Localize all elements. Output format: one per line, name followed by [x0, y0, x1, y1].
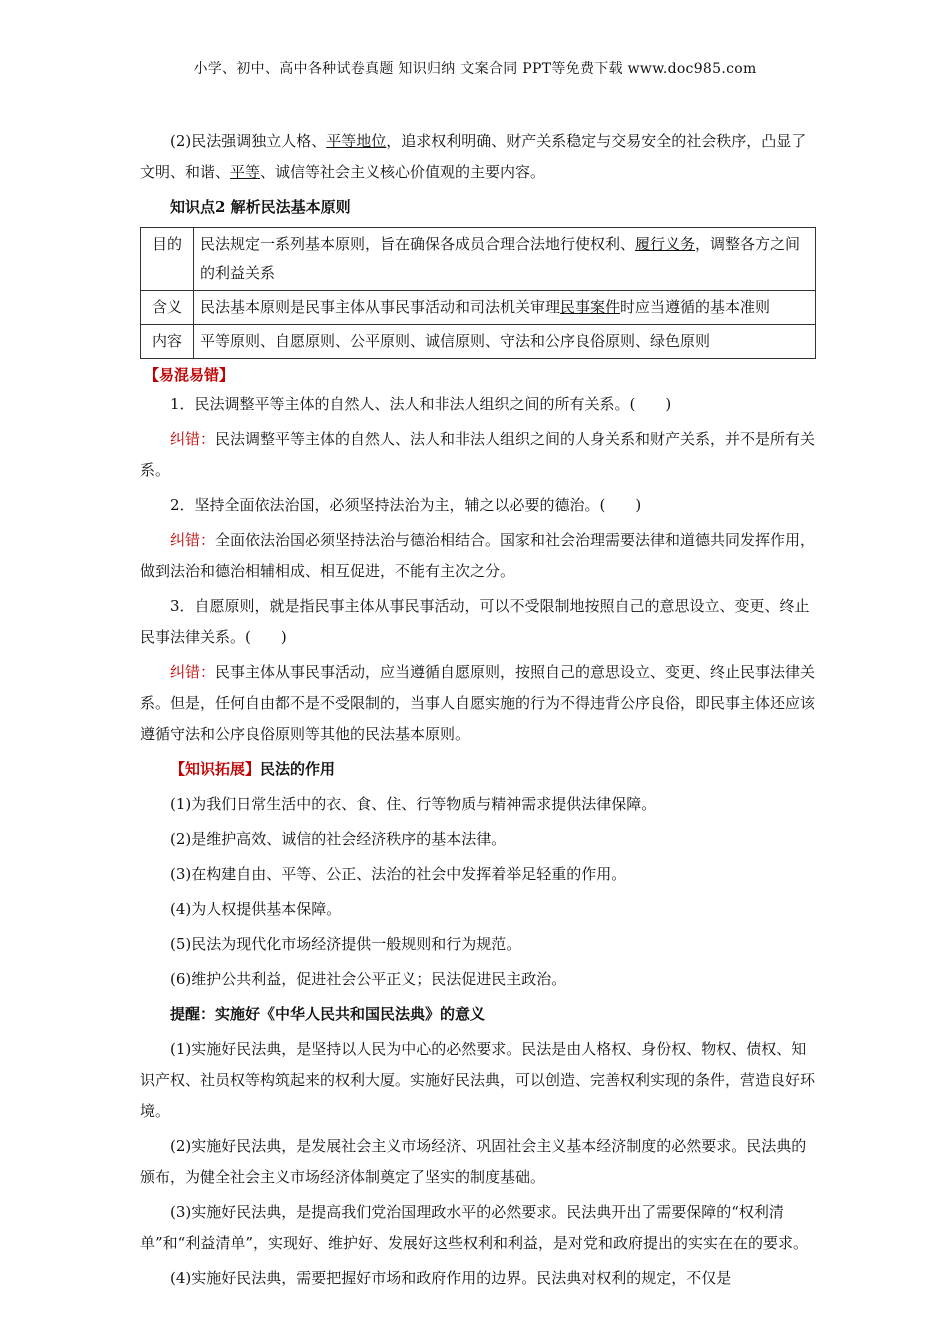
question-1: 1．民法调整平等主体的自然人、法人和非法人组织之间的所有关系。( ) [170, 395, 672, 413]
text: 民法规定一系列基本原则，旨在确保各成员合理合法地行使权利、 [200, 235, 636, 253]
row-label: 目的 [141, 228, 194, 291]
table-row [141, 325, 816, 359]
confusion-title: 【易混易错】 [144, 366, 235, 384]
knowledge-point-2-title: 知识点2 解析民法基本原则 [170, 198, 351, 216]
text: ，追求权利明确、财产关系稳定与交易安全的社会秩序，凸显了文明、和谐、 [140, 132, 807, 181]
correction-2 [140, 525, 816, 587]
text: (2)民法强调独立人格、 [170, 132, 327, 150]
correction-1 [140, 424, 816, 486]
row-content [194, 228, 816, 291]
knowledge-expand-title [140, 754, 816, 785]
underlined-term: 平等地位 [326, 132, 387, 150]
row-label: 含义 [141, 291, 194, 325]
expand-item-5: (5)民法为现代化市场经济提供一般规则和行为规范。 [170, 935, 522, 953]
principles-table [140, 227, 816, 359]
reminder-item-1: (1)实施好民法典，是坚持以人民为中心的必然要求。民法是由人格权、身份权、物权、债权、知识产权、社员权等构筑起来的权利大厦。实施好民法典，可以创造、完善权利实现的条件，营造良好环境。 [140, 1040, 816, 1120]
expand-bracket-label: 【知识拓展】 [170, 760, 261, 778]
correction-text: 全面依法治国必须坚持法治与德治相结合。国家和社会治理需要法律和道德共同发挥作用，做到法治和德治相辅相成、相互促进，不能有主次之分。 [140, 531, 816, 580]
intro-paragraph-2 [140, 126, 816, 188]
expand-item-4: (4)为人权提供基本保障。 [170, 900, 342, 918]
question-2: 2．坚持全面依法治国，必须坚持法治为主，辅之以必要的德治。( ) [170, 496, 642, 514]
row-label: 内容 [141, 325, 194, 359]
expand-title: 民法的作用 [260, 760, 336, 778]
reminder-item-2: (2)实施好民法典，是发展社会主义市场经济、巩固社会主义基本经济制度的必然要求。民法典的颁布，为健全社会主义市场经济体制奠定了坚实的制度基础。 [140, 1137, 807, 1186]
reminder-item-4: (4)实施好民法典，需要把握好市场和政府作用的边界。民法典对权利的规定，不仅是 [170, 1269, 732, 1287]
text: 时应当遵循的基本准则 [620, 298, 771, 316]
text: 民法基本原则是民事主体从事民事活动和司法机关审理 [200, 298, 561, 316]
expand-item-3: (3)在构建自由、平等、公正、法治的社会中发挥着举足轻重的作用。 [170, 865, 627, 883]
document-body [140, 126, 816, 1298]
underlined-term: 履行义务 [635, 235, 696, 253]
correction-text: 民事主体从事民事活动，应当遵循自愿原则，按照自己的意思设立、变更、终止民事法律关系。但是，任何自由都不是不受限制的，当事人自愿实施的行为不得违背公序良俗，即民事主体还应该遵循守法和公序良俗原则等其他的民法基本原则。 [140, 663, 816, 743]
correction-3 [140, 657, 816, 750]
underlined-term: 民事案件 [560, 298, 621, 316]
reminder-item-3: (3)实施好民法典，是提高我们党治国理政水平的必然要求。民法典开出了需要保障的“权利清单”和“利益清单”，实现好、维护好、发展好这些权利和利益，是对党和政府提出的实实在在的要求。 [140, 1203, 809, 1252]
expand-item-2: (2)是维护高效、诚信的社会经济秩序的基本法律。 [170, 830, 507, 848]
correction-label: 纠错： [170, 531, 216, 549]
expand-item-6: (6)维护公共利益，促进社会公平正义；民法促进民主政治。 [170, 970, 567, 988]
text: ，调整各方之间的利益关系 [200, 235, 801, 282]
row-content [194, 325, 816, 359]
correction-label: 纠错： [170, 430, 216, 448]
row-content [194, 291, 816, 325]
reminder-title: 提醒：实施好《中华人民共和国民法典》的意义 [170, 1005, 486, 1023]
expand-item-1: (1)为我们日常生活中的衣、食、住、行等物质与精神需求提供法律保障。 [170, 795, 657, 813]
underlined-term: 平等 [230, 163, 261, 181]
page-header: 小学、初中、高中各种试卷真题 知识归纳 文案合同 PPT等免费下载 www.doc985.com [193, 61, 757, 77]
correction-text: 民法调整平等主体的自然人、法人和非法人组织之间的人身关系和财产关系，并不是所有关系。 [140, 430, 816, 479]
correction-label: 纠错： [170, 663, 216, 681]
text: 平等原则、自愿原则、公平原则、诚信原则、守法和公序良俗原则、绿色原则 [200, 332, 711, 350]
question-3: 3．自愿原则，就是指民事主体从事民事活动，可以不受限制地按照自己的意思设立、变更、终止民事法律关系。( ) [140, 597, 810, 646]
table-row [141, 228, 816, 291]
text: 、诚信等社会主义核心价值观的主要内容。 [260, 163, 546, 181]
table-row [141, 291, 816, 325]
